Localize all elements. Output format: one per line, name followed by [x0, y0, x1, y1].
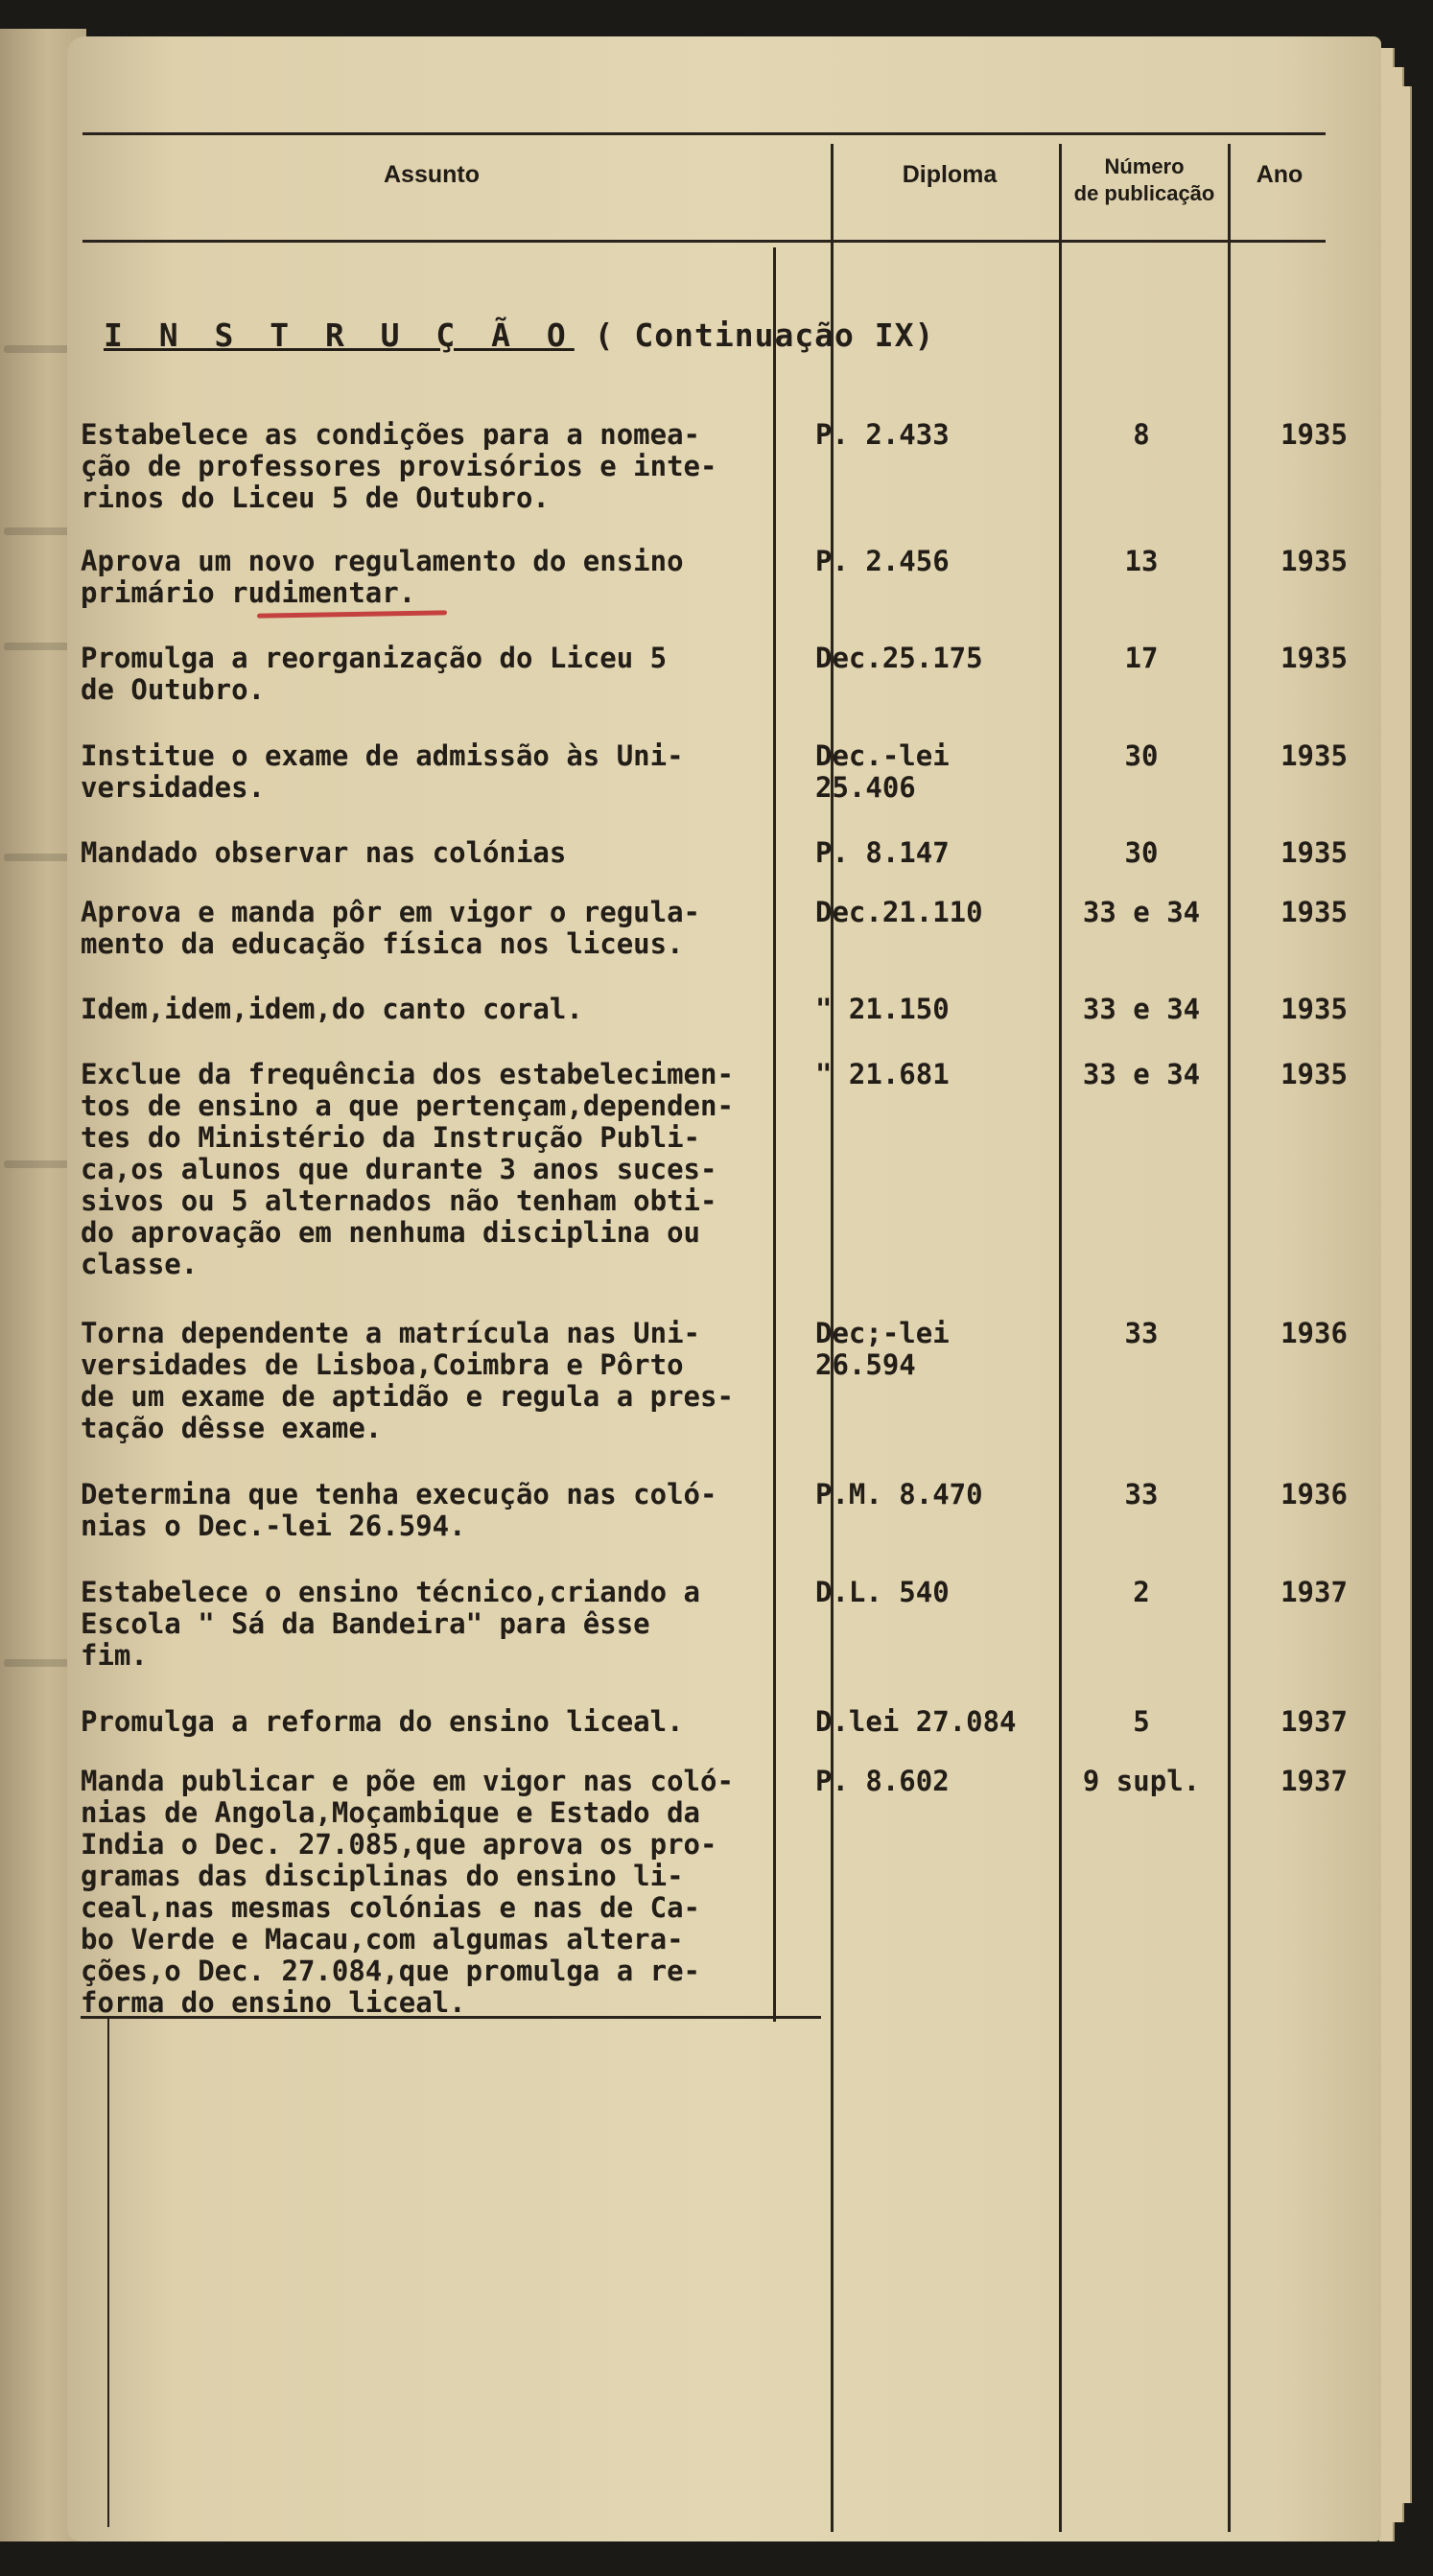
entry-ano: 1937 — [1280, 1576, 1348, 1608]
entry-assunto: Determina que tenha execução nas coló- nias o Dec.-lei 26.594. — [81, 1478, 717, 1542]
bleed-mark — [4, 345, 71, 353]
bleed-mark — [4, 527, 71, 535]
bleed-mark — [4, 1659, 71, 1667]
entry-diploma: Dec;-lei 26.594 — [815, 1317, 950, 1381]
section-title-continuation: ( Continuação IX) — [594, 316, 935, 354]
bleed-mark — [4, 854, 71, 861]
entry-assunto: Estabelece as condições para a nomea- ção de professores provisórios e inte- rinos do Liceu 5 de Outubro. — [81, 418, 717, 514]
entry-diploma: P. 2.433 — [815, 418, 950, 451]
entry-diploma: Dec.25.175 — [815, 642, 983, 674]
entry-numero: 5 — [1133, 1705, 1150, 1738]
entry-diploma: P.M. 8.470 — [815, 1478, 983, 1510]
entry-diploma: D.lei 27.084 — [815, 1705, 1017, 1738]
entry-assunto: Institue o exame de admissão às Uni- versidades. — [81, 739, 684, 804]
entry-ano: 1936 — [1280, 1478, 1348, 1510]
entry-numero: 13 — [1124, 545, 1159, 577]
entry-diploma: D.L. 540 — [815, 1576, 950, 1608]
entry-ano: 1937 — [1280, 1705, 1348, 1738]
entry-numero: 17 — [1124, 642, 1159, 674]
section-title-main: I N S T R U Ç Ã O — [104, 316, 575, 354]
entry-numero: 33 — [1124, 1317, 1159, 1349]
entry-assunto: Estabelece o ensino técnico,criando a Escola " Sá da Bandeira" para êsse fim. — [81, 1576, 701, 1672]
entry-numero: 33 — [1124, 1478, 1159, 1510]
entry-assunto: Promulga a reforma do ensino liceal. — [81, 1705, 684, 1738]
entry-ano: 1935 — [1280, 896, 1348, 928]
entry-ano: 1935 — [1280, 993, 1348, 1025]
entry-numero: 30 — [1124, 739, 1159, 772]
entry-numero: 8 — [1133, 418, 1150, 451]
entry-numero: 33 e 34 — [1082, 1058, 1201, 1090]
entry-diploma: P. 8.602 — [815, 1765, 950, 1797]
entry-assunto: Manda publicar e põe em vigor nas coló- nias de Angola,Moçambique e Estado da India o Dec. 27.085,que aprova os pro- gramas das disciplinas do ensino li- ceal,nas mesmas colónias e nas de Ca- bo Verde e Macau,com algumas altera- ções,o Dec. 27.084,que promulga a re- forma do ensino liceal. — [81, 1765, 734, 2019]
entry-ano: 1935 — [1280, 642, 1348, 674]
entry-ano: 1937 — [1280, 1765, 1348, 1797]
entry-diploma: Dec.21.110 — [815, 896, 983, 928]
left-margin-line — [107, 2019, 109, 2527]
entry-assunto: Mandado observar nas colónias — [81, 836, 567, 869]
bleed-mark — [4, 1160, 71, 1168]
entry-ano: 1935 — [1280, 545, 1348, 577]
entry-ano: 1936 — [1280, 1317, 1348, 1349]
entry-diploma: Dec.-lei 25.406 — [815, 739, 950, 804]
header-ano: Ano — [1256, 161, 1304, 188]
header-numero-line1: Número — [1104, 154, 1185, 178]
header-top-rule — [82, 132, 1326, 135]
entry-ano: 1935 — [1280, 836, 1348, 869]
header-diploma: Diploma — [902, 161, 998, 188]
entry-diploma: P. 8.147 — [815, 836, 950, 869]
entry-diploma: P. 2.456 — [815, 545, 950, 577]
entry-ano: 1935 — [1280, 739, 1348, 772]
entry-assunto: Torna dependente a matrícula nas Uni- versidades de Lisboa,Coimbra e Pôrto de um exame de aptidão e regula a pres- tação dêsse exame. — [81, 1317, 734, 1444]
entry-numero: 30 — [1124, 836, 1159, 869]
page-edge-stack — [1402, 86, 1412, 2503]
header-numero-line2: de publicação — [1073, 181, 1215, 205]
entry-assunto: Aprova e manda pôr em vigor o regula- mento da educação física nos liceus. — [81, 896, 701, 960]
entry-numero: 2 — [1133, 1576, 1150, 1608]
entry-diploma: " 21.681 — [815, 1058, 950, 1090]
entry-ano: 1935 — [1280, 1058, 1348, 1090]
section-title — [104, 316, 934, 354]
entry-assunto: Exclue da frequência dos estabelecimen- tos de ensino a que pertençam,dependen- tes do Ministério da Instrução Publi- ca,os alunos que durante 3 anos suces- sivos ou 5 alternados não tenham obti- do aprovação em nenhuma disciplina ou classe. — [81, 1058, 734, 1280]
entry-diploma: " 21.150 — [815, 993, 950, 1025]
header-bottom-rule — [82, 240, 1326, 243]
entry-ano: 1935 — [1280, 418, 1348, 451]
entry-assunto: Idem,idem,idem,do canto coral. — [81, 993, 583, 1025]
register-page — [67, 36, 1381, 2541]
column-divider-ano — [1228, 144, 1231, 2532]
entry-numero: 9 supl. — [1082, 1765, 1201, 1797]
header-assunto: Assunto — [384, 161, 480, 188]
entry-numero: 33 e 34 — [1082, 896, 1201, 928]
entry-numero: 33 e 34 — [1082, 993, 1201, 1025]
entry-assunto: Aprova um novo regulamento do ensino primário rudimentar. — [81, 545, 684, 609]
bleed-mark — [4, 643, 71, 650]
entry-assunto: Promulga a reorganização do Liceu 5 de Outubro. — [81, 642, 668, 706]
header-numero — [1063, 153, 1226, 207]
